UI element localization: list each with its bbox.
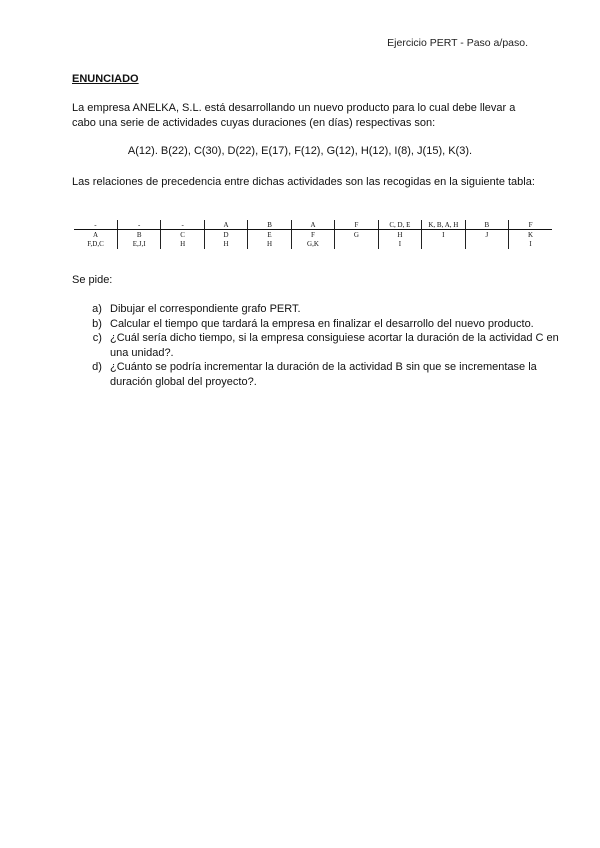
table-cell: I (422, 230, 465, 240)
table-cell: G,K (291, 239, 334, 249)
table-cell: K (509, 230, 552, 240)
intro-paragraph: La empresa ANELKA, S.L. está desarrollando un nuevo producto para lo cual debe llevar a cabo una serie de actividades cuyas duraciones (en días) respectivas son: (72, 102, 516, 129)
table-cell (465, 239, 508, 249)
table-cell: F (335, 220, 378, 230)
table-cell: C (161, 230, 204, 240)
table-cell: D (204, 230, 247, 240)
table-cell: H (204, 239, 247, 249)
table-cell: E,J,I (117, 239, 160, 249)
table-row (74, 220, 552, 230)
precedence-table (74, 220, 552, 249)
table-cell: B (465, 220, 508, 230)
table-cell: F (291, 230, 334, 240)
table-cell: G (335, 230, 378, 240)
table-cell: J (465, 230, 508, 240)
table-cell: B (248, 220, 291, 230)
table-cell: I (509, 239, 552, 249)
list-item: d. ¿Cuánto se podría incrementar la duración de la actividad B sin que se incrementase la duración global del proyecto?. (108, 360, 568, 389)
table-cell: - (74, 220, 117, 230)
table-cell: A (92, 231, 98, 239)
table-cell: H (378, 230, 421, 240)
table-row (74, 239, 552, 249)
table-cell (335, 239, 378, 249)
list-item: a. Dibujar el correspondiente grafo PERT. (108, 302, 568, 317)
table-cell: H (248, 239, 291, 249)
table-cell: E (248, 230, 291, 240)
durations-line: A(12). B(22), C(30), D(22), E(17), F(12), G(12), H(12), I(8), J(15), K(3). (127, 145, 473, 157)
list-item: b. Calcular el tiempo que tardará la empresa en finalizar el desarrollo del nuevo producto. (108, 317, 568, 332)
section-title: ENUNCIADO (72, 73, 139, 85)
table-cell: F,D,C (87, 240, 104, 248)
table-cell (422, 239, 465, 249)
table-cell: C, D, E (378, 220, 421, 230)
table-cell: B (117, 230, 160, 240)
table-cell: I (378, 239, 421, 249)
table-cell: K, B, A, H (422, 220, 465, 230)
header-title: Ejercicio PERT - Paso a/paso. (387, 37, 528, 49)
questions-list (88, 302, 568, 389)
table-cell: A (291, 220, 334, 230)
table-cell: - (117, 220, 160, 230)
list-item: c. ¿Cuál sería dicho tiempo, si la empresa consiguiese acortar la duración de la actividad C en una unidad?. (108, 331, 568, 360)
table-cell: - (161, 220, 204, 230)
se-pide-label: Se pide: (72, 274, 113, 286)
table-row (74, 230, 552, 240)
table-cell: A (204, 220, 247, 230)
precedence-paragraph: Las relaciones de precedencia entre dichas actividades son las recogidas en la siguiente tabla: (72, 176, 535, 188)
table-cell: F (509, 220, 552, 230)
table-cell: H (161, 239, 204, 249)
